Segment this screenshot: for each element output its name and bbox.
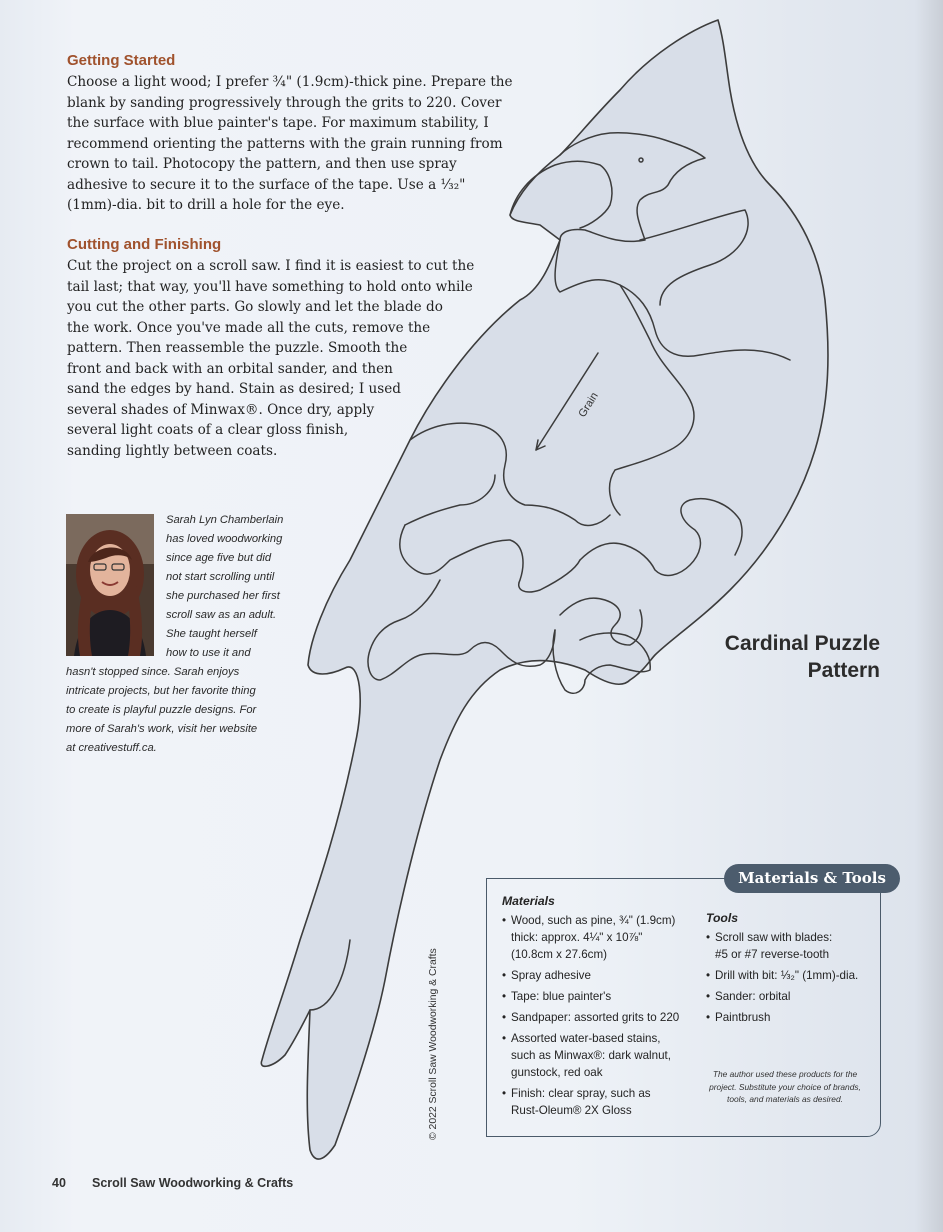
materials-heading: Materials [502,894,555,908]
materials-tools-tab: Materials & Tools [724,864,900,893]
item-line: (10.8cm x 27.6cm) [511,948,607,961]
cutting-finishing-heading: Cutting and Finishing [67,236,222,253]
bio-line: more of Sarah's work, visit her website [66,723,258,735]
item-line: Rust-Oleum® 2X Gloss [511,1104,632,1117]
pattern-title [725,630,880,684]
materials-item [502,1085,679,1119]
text-line: pattern. Then reassemble the puzzle. Smooth the [67,340,408,356]
item-line: • Sander: orbital [715,990,791,1003]
bio-line: scroll saw as an adult. [166,609,277,621]
item-line: thick: approx. 4¼" x 10⅞" [511,931,643,944]
item-line: gunstock, red oak [511,1066,603,1079]
item-line: • Tape: blue painter's [511,990,612,1003]
item-line: #5 or #7 reverse-tooth [715,948,830,961]
text-line: adhesive to secure it to the surface of the tape. Use a ⅓₂" [67,176,466,193]
bio-line: to create is playful puzzle designs. For [66,704,257,716]
text-line: front and back with an orbital sander, and then [67,360,393,377]
tools-item [706,967,858,984]
copyright-notice: © 2022 Scroll Saw Woodworking & Crafts [428,948,439,1140]
materials-item [502,988,679,1005]
tools-item [706,988,858,1005]
text-line: (1mm)-dia. bit to drill a hole for the eye. [67,197,345,213]
materials-item [502,1009,679,1026]
item-line: • Sandpaper: assorted grits to 220 [511,1011,680,1024]
item-line: • Finish: clear spray, such as [511,1087,651,1100]
item-line: • Wood, such as pine, ¾" (1.9cm) [511,914,676,927]
page-number: 40 [52,1176,66,1190]
materials-item [502,1030,679,1081]
item-line: • Scroll saw with blades: [715,931,833,944]
item-line: • Spray adhesive [511,969,591,982]
tools-column [706,910,858,1030]
text-line: blank by sanding progressively through the grits to 220. Cover [67,94,502,111]
text-line: crown to tail. Photocopy the pattern, and then use spray [67,156,457,172]
text-line: tail last; that way, you'll have something to hold onto while [67,278,473,295]
bio-line: not start scrolling until [166,571,275,583]
disclaimer-line: The author used these products for the [712,1069,858,1079]
bio-line: hasn't stopped since. Sarah enjoys [66,666,240,678]
tools-item [706,929,858,963]
bio-line: since age five but did [166,552,272,564]
bio-line: has loved woodworking [166,533,283,545]
text-line: Cut the project on a scroll saw. I find it is easiest to cut the [67,258,475,274]
text-line: several light coats of a clear gloss finish, [67,422,349,438]
author-photo [66,514,154,656]
bio-line: at creativestuff.ca. [66,742,157,754]
tools-item [706,1009,858,1026]
author-bio-bottom [66,663,257,758]
bio-line: she purchased her first [166,590,280,602]
materials-item [502,912,679,963]
magazine-name: Scroll Saw Woodworking & Crafts [92,1176,294,1190]
text-line: you cut the other parts. Go slowly and let the blade do [67,299,443,315]
author-bio-top [166,511,283,663]
item-line: • Paintbrush [715,1011,771,1024]
grain-label: Grain [576,390,601,420]
item-line: • Assorted water-based stains, [511,1032,661,1045]
materials-column [502,893,679,1123]
text-line: Choose a light wood; I prefer ¾" (1.9cm)-thick pine. Prepare the [67,74,513,90]
bio-line: Sarah Lyn Chamberlain [166,514,284,526]
item-line: • Drill with bit: ⅓₂" (1mm)-dia. [715,969,859,982]
bio-line: She taught herself [166,628,257,640]
text-line: the surface with blue painter's tape. For maximum stability, I [67,115,489,131]
materials-disclaimer [700,1068,870,1106]
getting-started-heading: Getting Started [67,52,176,69]
text-line: recommend orienting the patterns with the grain running from [67,135,503,152]
item-line: such as Minwax®: dark walnut, [511,1049,671,1062]
pattern-title-line-2: Pattern [807,659,880,682]
disclaimer-line: project. Substitute your choice of brands, [709,1081,861,1092]
pattern-title-line-1: Cardinal Puzzle [724,632,880,655]
text-line: several shades of Minwax®. Once dry, apply [67,401,375,418]
bio-line: intricate projects, but her favorite thing [66,685,256,697]
bio-line: how to use it and [166,647,251,659]
materials-item [502,967,679,984]
text-line: sanding lightly between coats. [67,442,278,459]
tools-heading: Tools [706,911,739,925]
text-line: sand the edges by hand. Stain as desired; I used [67,381,401,397]
disclaimer-line: tools, and materials as desired. [727,1094,843,1104]
text-line: the work. Once you've made all the cuts, remove the [67,319,431,336]
